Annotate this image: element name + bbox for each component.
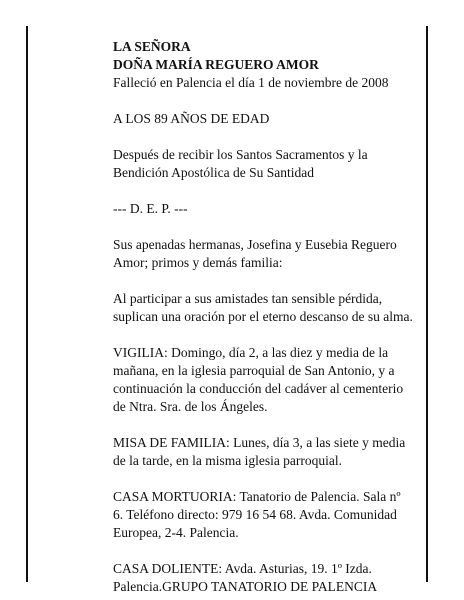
mourning-house-line-1: CASA DOLIENTE: Avda. Asturias, 19. 1º Izda. [113,561,372,576]
right-border-rule [426,26,428,582]
vigil-line-4: de Ntra. Sra. de los Ángeles. [113,399,268,414]
deceased-name: DOÑA MARÍA REGUERO AMOR [113,57,319,72]
vigil-line-3: continuación la conducción del cadáver al cementerio [113,381,404,396]
family-line-1: Sus apenadas hermanas, Josefina y Eusebia Reguero [113,237,397,252]
vigil-line-2: mañana, en la iglesia parroquial de San Antonio, y a [113,363,395,378]
obituary-notice [113,38,418,596]
mass-line-2: de la tarde, en la misma iglesia parroquial. [113,453,343,468]
rip-line: --- D. E. P. --- [113,201,188,216]
age-line: A LOS 89 AÑOS DE EDAD [113,111,270,126]
vigil-line-1: VIGILIA: Domingo, día 2, a las diez y media de la [113,345,389,360]
sacraments-line-2: Bendición Apostólica de Su Santidad [113,165,314,180]
request-line-1: Al participar a sus amistades tan sensible pérdida, [113,291,383,306]
left-border-rule [26,26,28,582]
request-line-2: suplican una oración por el eterno descanso de su alma. [113,309,413,324]
death-date-line: Falleció en Palencia el día 1 de noviembre de 2008 [113,75,389,90]
family-line-2: Amor; primos y demás familia: [113,255,283,270]
title-line-1: LA SEÑORA [113,39,191,54]
sacraments-line-1: Después de recibir los Santos Sacramentos y la [113,147,368,162]
mortuary-line-1: CASA MORTUORIA: Tanatorio de Palencia. Sala nº [113,489,401,504]
mortuary-line-2: 6. Teléfono directo: 979 16 54 68. Avda. Comunidad [113,507,397,522]
mourning-house-line-2: Palencia.GRUPO TANATORIO DE PALENCIA [113,579,378,594]
mortuary-line-3: Europea, 2-4. Palencia. [113,525,239,540]
mass-line-1: MISA DE FAMILIA: Lunes, día 3, a las siete y media [113,435,406,450]
